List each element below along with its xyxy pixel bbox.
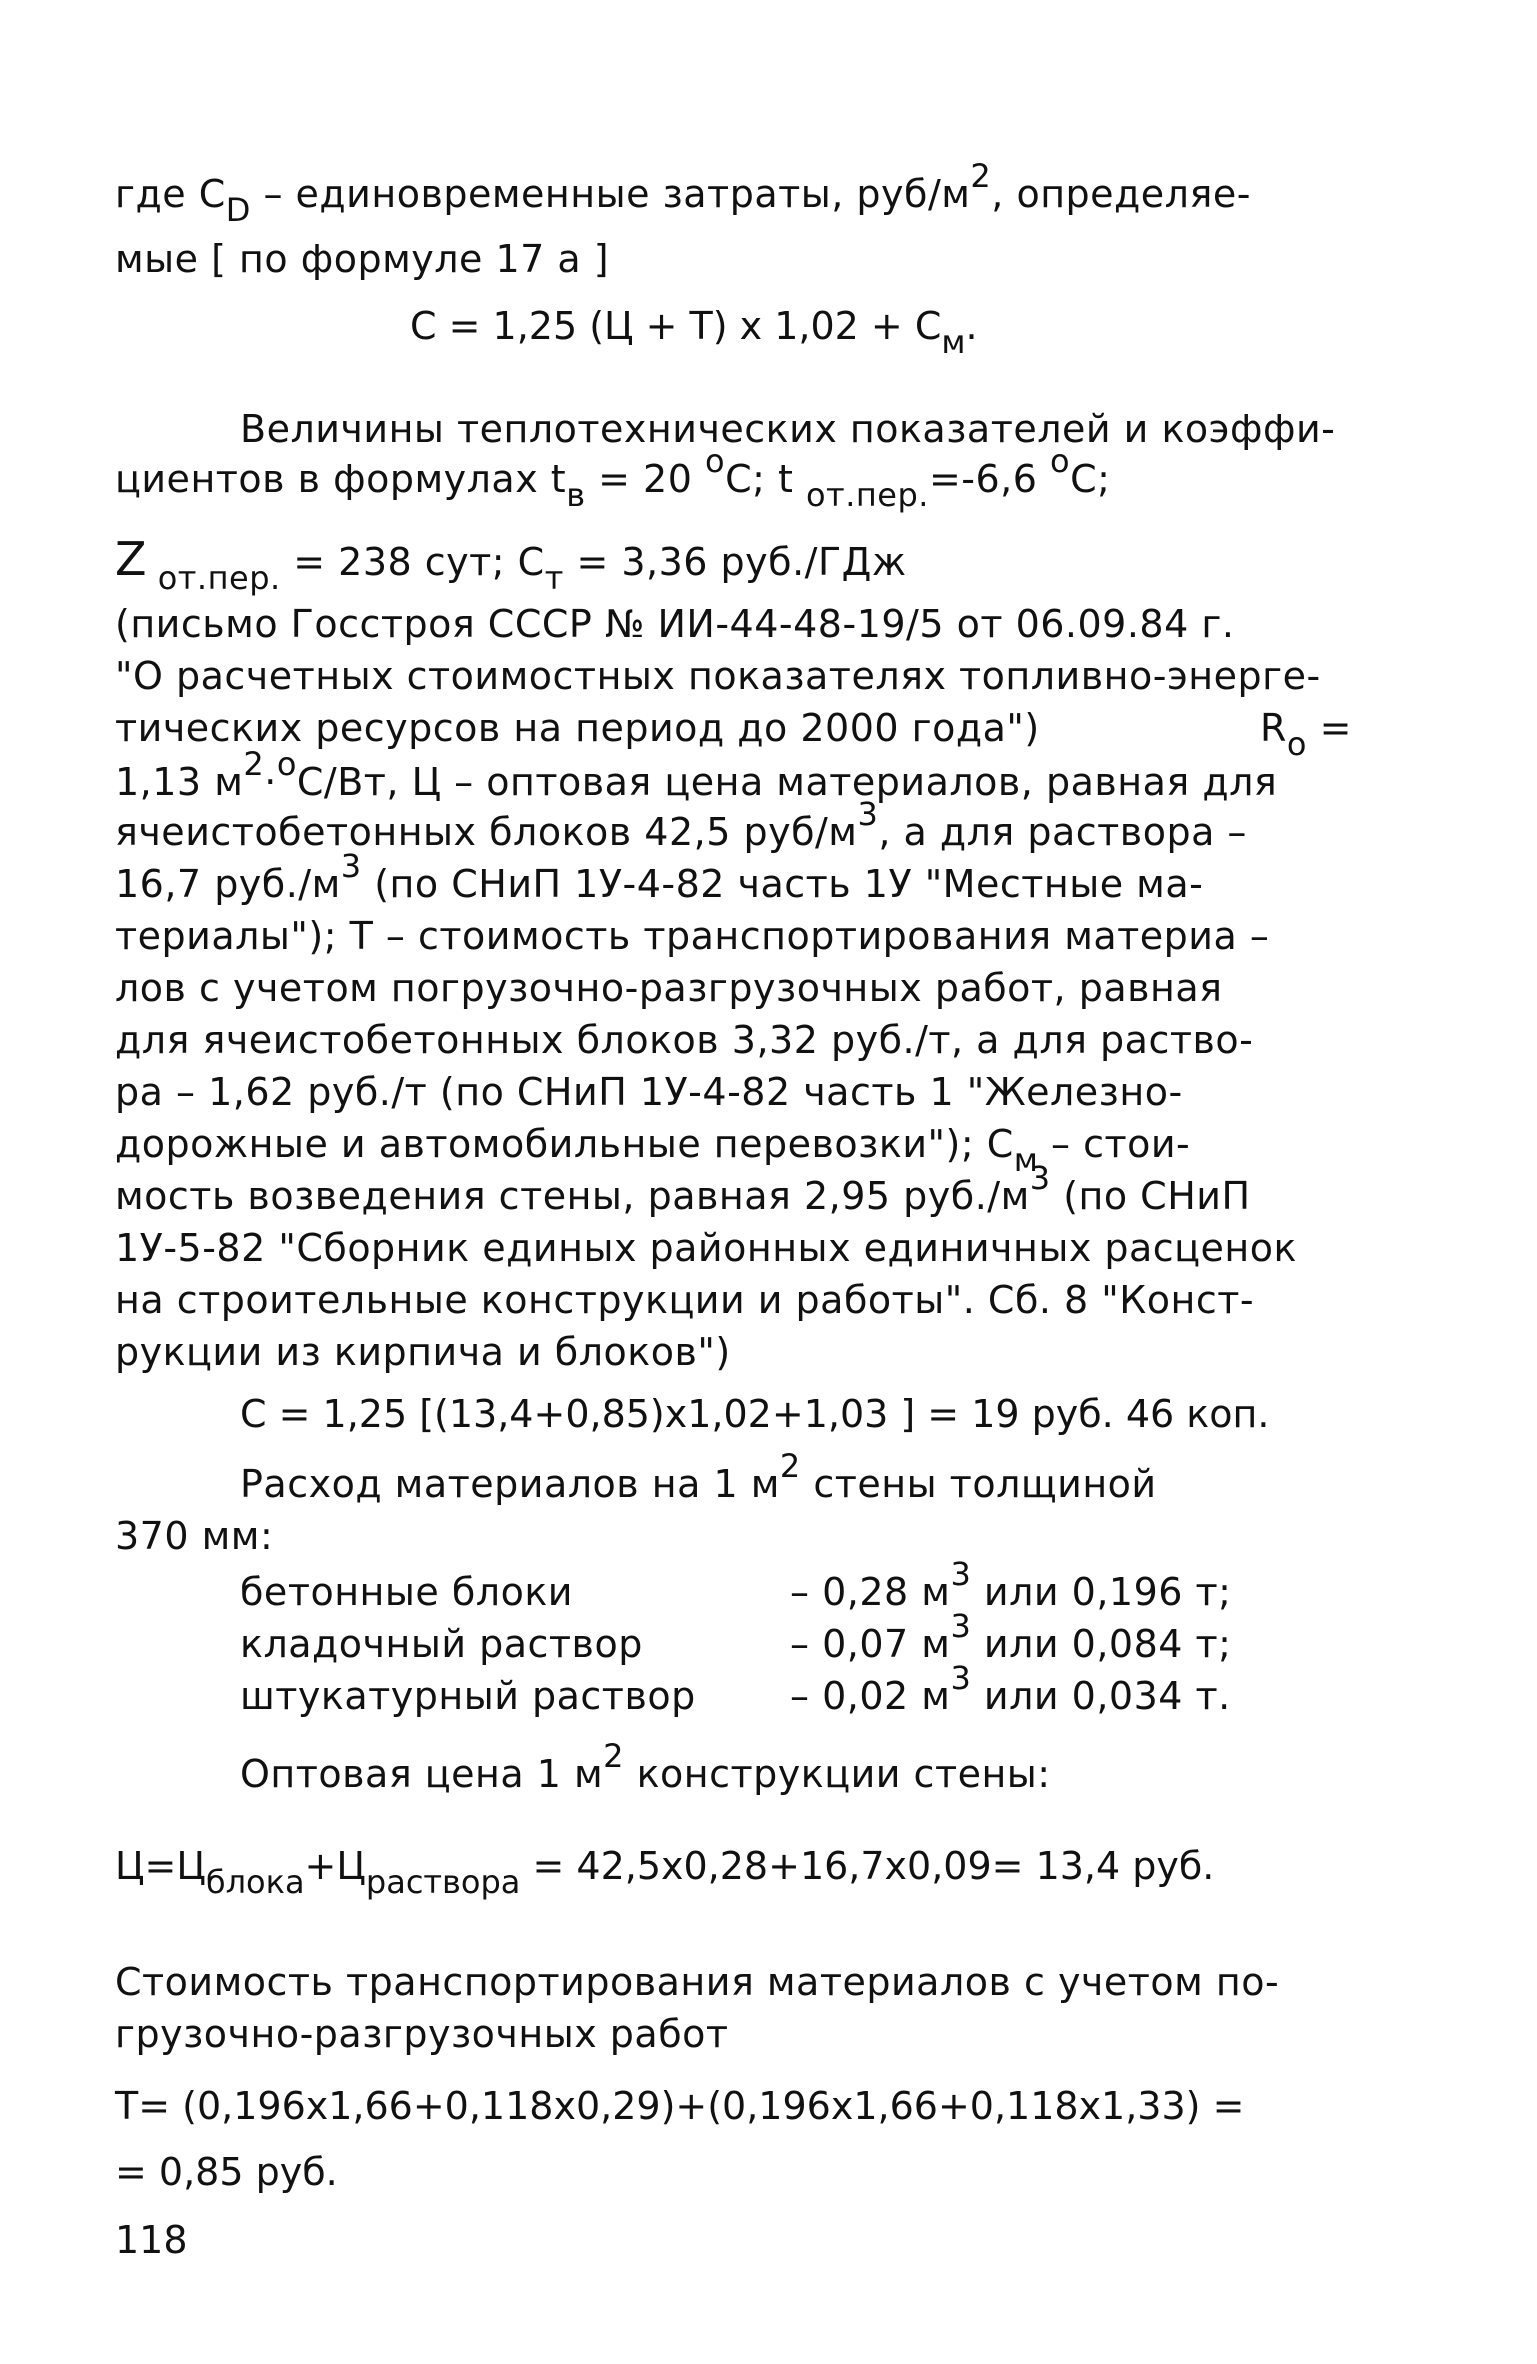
- formula-text: +Ц: [304, 1844, 366, 1888]
- text-line: [115, 1224, 1435, 1272]
- text: С;: [1070, 457, 1111, 501]
- text: "О расчетных стоимостных показателях топливно-энерге-: [115, 654, 1321, 698]
- text-line: [115, 600, 1435, 648]
- text: Расход материалов на 1 м: [240, 1462, 780, 1506]
- text-line: [115, 1120, 1435, 1179]
- formula-text: Ц=Ц: [115, 1844, 206, 1888]
- text-line: [115, 1068, 1435, 1116]
- text-line: [115, 795, 1435, 858]
- text-line: [240, 405, 1420, 453]
- material-amount: [790, 1555, 1232, 1618]
- text: = 3,36 руб./ГДж: [563, 540, 907, 584]
- text-line: [115, 847, 1435, 910]
- superscript: 3: [950, 1659, 972, 1697]
- text: на строительные конструкции и работы". Сб. 8 "Конст-: [115, 1278, 1255, 1322]
- text-line: [115, 652, 1435, 700]
- text: – 0,02 м: [790, 1674, 951, 1718]
- text: С/Вт, Ц – оптовая цена материалов, равная для: [296, 760, 1278, 804]
- text: тических ресурсов на период до 2000 года"): [115, 706, 1040, 750]
- text-line: [115, 704, 1435, 763]
- text-line: [115, 235, 1435, 283]
- text-line: [115, 1016, 1435, 1064]
- superscript: 2: [243, 745, 265, 783]
- formula-text: = 42,5х0,28+16,7х0,09= 13,4 руб.: [520, 1844, 1215, 1888]
- text: или 0,034 т.: [971, 1674, 1231, 1718]
- text: , определяе-: [991, 172, 1251, 216]
- text: или 0,084 т;: [971, 1622, 1232, 1666]
- text: ра – 1,62 руб./т (по СНиП 1У-4-82 часть 1 "Железно-: [115, 1070, 1183, 1114]
- text: =-6,6: [928, 457, 1051, 501]
- subscript: блока: [205, 1863, 305, 1901]
- text-line: [115, 1512, 1435, 1560]
- formula-text: = 0,85 руб.: [115, 2150, 338, 2194]
- text: (по СНиП: [1050, 1174, 1251, 1218]
- superscript: 3: [950, 1555, 972, 1593]
- text-line: [115, 1328, 1435, 1376]
- superscript: о: [276, 745, 297, 783]
- text-line: [115, 442, 1435, 514]
- text: где С: [115, 172, 226, 216]
- text: ячеистобетонных блоков 42,5 руб/м: [115, 810, 858, 854]
- formula-transport: [115, 2082, 1244, 2130]
- text: – стои-: [1038, 1122, 1191, 1166]
- subscript: в: [566, 476, 586, 514]
- text: 1,13 м: [115, 760, 244, 804]
- text: Z: [115, 532, 148, 586]
- text: – 0,28 м: [790, 1570, 951, 1614]
- text: лов с учетом погрузочно-разгрузочных работ, равная: [115, 966, 1223, 1010]
- text: = 238 сут; С: [280, 540, 545, 584]
- text-line: [115, 964, 1435, 1012]
- page-number: 118: [115, 2218, 188, 2262]
- text: , а для раствора –: [878, 810, 1247, 854]
- formula-transport-result: [115, 2148, 338, 2196]
- subscript: D: [225, 191, 251, 229]
- text-line: [115, 912, 1435, 960]
- text: – 0,07 м: [790, 1622, 951, 1666]
- material-name: кладочный раствор: [240, 1622, 643, 1666]
- text: 16,7 руб./м: [115, 862, 341, 906]
- subscript: м: [1013, 1141, 1039, 1179]
- text: рукции из кирпича и блоков"): [115, 1330, 731, 1374]
- superscript: 3: [857, 795, 879, 833]
- superscript: 2: [970, 157, 992, 195]
- text-line: [115, 745, 1435, 808]
- text-line: [115, 2010, 1435, 2058]
- text: ·: [264, 760, 277, 804]
- text: конструкции стены:: [624, 1752, 1051, 1796]
- subscript: м: [941, 323, 966, 361]
- subscript: от.пер.: [805, 476, 929, 514]
- subscript: т: [544, 559, 564, 597]
- text: дорожные и автомобильные перевозки"); С: [115, 1122, 1014, 1166]
- material-amount: [790, 1607, 1232, 1670]
- text: мость возведения стены, равная 2,95 руб./м: [115, 1174, 1030, 1218]
- formula-text: С = 1,25 (Ц + Т) х 1,02 + С: [410, 304, 942, 348]
- text-line: [240, 1447, 1420, 1510]
- text: мые [ по формуле 17 а ]: [115, 237, 610, 281]
- subscript: раствора: [365, 1863, 521, 1901]
- formula-cost: [410, 302, 978, 361]
- text: – единовременные затраты, руб/м: [250, 172, 971, 216]
- text: R: [1260, 706, 1287, 750]
- superscript: о: [1050, 442, 1071, 480]
- superscript: 2: [779, 1447, 801, 1485]
- text-line: [240, 1737, 1420, 1800]
- text: С; t: [725, 457, 806, 501]
- formula-text: С = 1,25 [(13,4+0,85)х1,02+1,03 ] = 19 руб. 46 коп.: [240, 1392, 1270, 1436]
- formula-text: .: [965, 304, 978, 348]
- text: стены толщиной: [800, 1462, 1157, 1506]
- formula-total: [240, 1390, 1269, 1438]
- text: териалы"); Т – стоимость транспортирования материа –: [115, 914, 1270, 958]
- formula-price: [115, 1842, 1215, 1901]
- text: =: [1306, 706, 1352, 750]
- text-line: [115, 1276, 1435, 1324]
- superscript: 2: [603, 1737, 624, 1775]
- superscript: 3: [1029, 1159, 1051, 1197]
- text: 370 мм:: [115, 1514, 274, 1558]
- text-line: [115, 532, 1435, 597]
- text: Стоимость транспортирования материалов с учетом по-: [115, 1960, 1280, 2004]
- text: 1У-5-82 "Сборник единых районных единичных расценок: [115, 1226, 1297, 1270]
- text: = 20: [585, 457, 705, 501]
- superscript: 3: [950, 1607, 972, 1645]
- subscript: от.пер.: [147, 559, 281, 597]
- text: для ячеистобетонных блоков 3,32 руб./т, а для раство-: [115, 1018, 1254, 1062]
- superscript: 3: [340, 847, 362, 885]
- material-name: бетонные блоки: [240, 1570, 573, 1614]
- text: грузочно-разгрузочных работ: [115, 2012, 729, 2056]
- text: Оптовая цена 1 м: [240, 1752, 604, 1796]
- subscript: о: [1286, 725, 1307, 763]
- formula-text: Т= (0,196х1,66+0,118х0,29)+(0,196х1,66+0,118х1,33) =: [115, 2084, 1245, 2128]
- text: (по СНиП 1У-4-82 часть 1У "Местные ма-: [361, 862, 1204, 906]
- text: или 0,196 т;: [971, 1570, 1232, 1614]
- text: циентов в формулах t: [115, 457, 567, 501]
- text: (письмо Госстроя СССР № ИИ-44-48-19/5 от 06.09.84 г.: [115, 602, 1235, 646]
- material-amount: [790, 1659, 1231, 1722]
- r-value: [1260, 704, 1352, 763]
- text: Величины теплотехнических показателей и коэффи-: [240, 407, 1336, 451]
- material-name: штукатурный раствор: [240, 1674, 696, 1718]
- text-line: [115, 1159, 1435, 1222]
- text-line: [115, 1958, 1435, 2006]
- superscript: о: [704, 442, 726, 480]
- text-line: [115, 157, 1435, 229]
